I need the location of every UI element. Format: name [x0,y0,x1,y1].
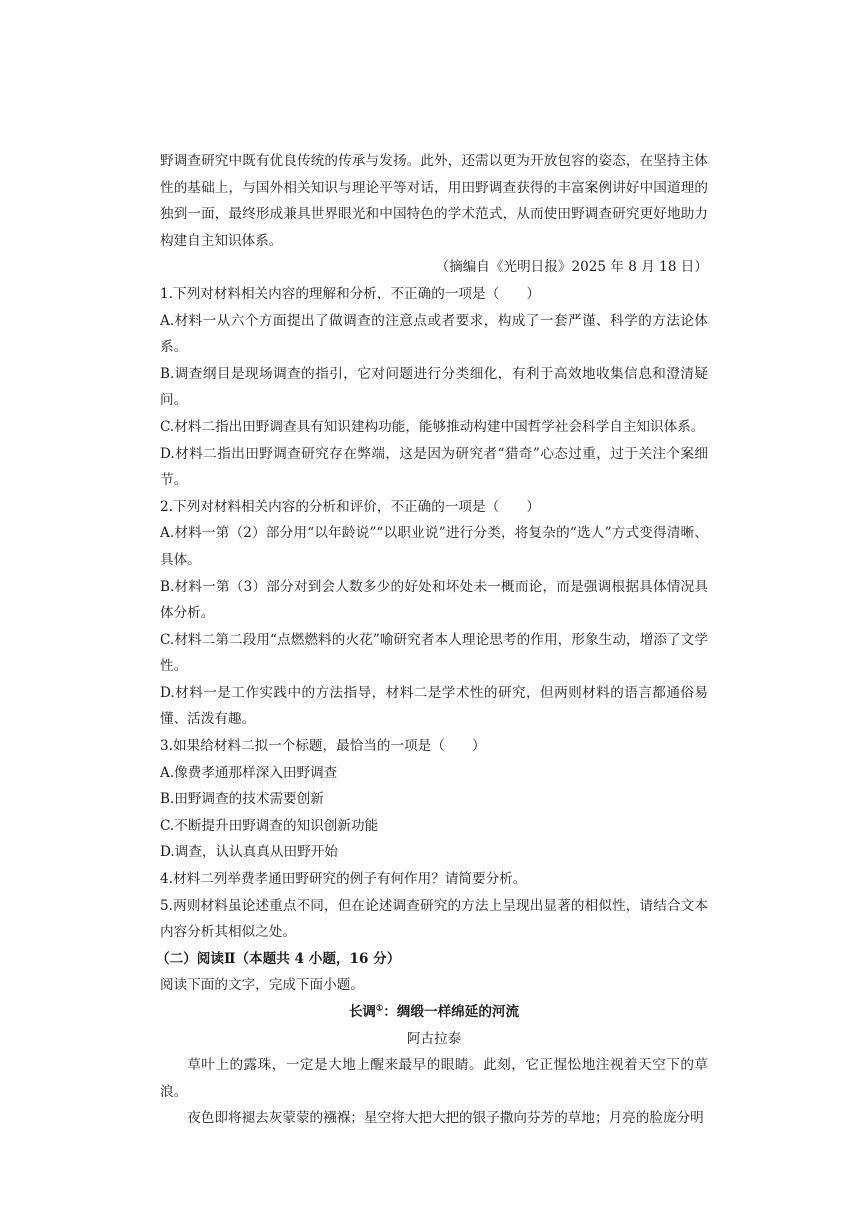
question-4: 4.材料二列举费孝通田野研究的例子有何作用？请简要分析。 [160,871,527,888]
question-2-stem: 2.下列对材料相关内容的分析和评价，不正确的一项是（ ） [160,498,540,515]
intro-paragraph: 野调查研究中既有优良传统的传承与发扬。此外，还需以更为开放包容的姿态，在坚持主体性的基础上，与国外相关知识与理论平等对话，用田野调查获得的丰富案例讲好中国道理的独到一面，最终形成兼具世界眼光和中国特色的学术范式，从而使田野调查研究更好地助力构建自主知识体系。 [160,153,708,249]
question-3-stem: 3.如果给材料二拟一个标题，最恰当的一项是（ ） [160,738,486,755]
question-2 [160,494,708,733]
question-1-option-a: A.材料一从六个方面提出了做调查的注意点或者要求，构成了一套严谨、科学的方法论体系。 [160,312,708,356]
question-2-option-c: C.材料二第二段用“点燃燃料的火花”喻研究者本人理论思考的作用，形象生动，增添了文学性。 [160,631,708,675]
article-paragraph-2: 夜色即将褪去灰蒙蒙的襁褓；星空将大把大把的银子撒向芬芳的草地；月亮的脸庞分明 [187,1110,704,1127]
question-3-option-c: C.不断提升田野调查的知识创新功能 [160,817,379,834]
question-3-option-b: B.田野调查的技术需要创新 [160,791,324,808]
question-5: 5.两则材料虽论述重点不同，但在论述调查研究的方法上呈现出显著的相似性，请结合文本内容分析其相似之处。 [160,897,708,941]
question-1-stem: 1.下列对材料相关内容的理解和分析，不正确的一项是（ ） [160,285,540,302]
question-1-option-b: B.调查纲目是现场调查的指引，它对问题进行分类细化，有利于高效地收集信息和澄清疑问。 [160,365,708,409]
question-2-option-d: D.材料一是工作实践中的方法指导，材料二是学术性的研究，但两则材料的语言都通俗易懂、活泼有趣。 [160,684,708,728]
section-heading: （二）阅读Ⅱ（本题共 4 小题，16 分） [156,950,401,967]
article-paragraph-1: 草叶上的露珠，一定是大地上醒来最早的眼睛。此刻，它正惺忪地注视着天空下的草浪。 [160,1057,708,1100]
article-title-rest: ：绸缎一样绵延的河流 [383,1004,520,1020]
reading-instruction: 阅读下面的文字，完成下面小题。 [160,977,364,994]
question-3-option-a: A.像费孝通那样深入田野调查 [160,764,338,781]
question-1 [160,281,708,494]
question-2-option-a: A.材料一第（2）部分用“以年龄说”“以职业说”进行分类，将复杂的“选人”方式变得清晰、具体。 [160,525,708,568]
source-citation: （摘编自《光明日报》2025 年 8 月 18 日） [435,259,708,276]
question-3-option-d: D.调查，认认真真从田野开始 [160,844,338,861]
question-2-option-b: B.材料一第（3）部分对到会人数多少的好处和坏处未一概而论，而是强调根据具体情况具体分析。 [160,578,708,622]
article-title-main: 长调 [348,1004,377,1020]
question-3 [160,733,708,866]
article-author: 阿古拉泰 [406,1030,462,1047]
content-column [156,148,708,1132]
footnote-marker: ① [376,1002,384,1013]
question-1-option-c: C.材料二指出田野调查具有知识建构功能，能够推动构建中国哲学社会科学自主知识体系。 [160,418,705,435]
question-1-option-d: D.材料二指出田野调查研究存在弊端，这是因为研究者“猎奇”心态过重，过于关注个案细节。 [160,445,708,489]
article-title [160,999,708,1026]
